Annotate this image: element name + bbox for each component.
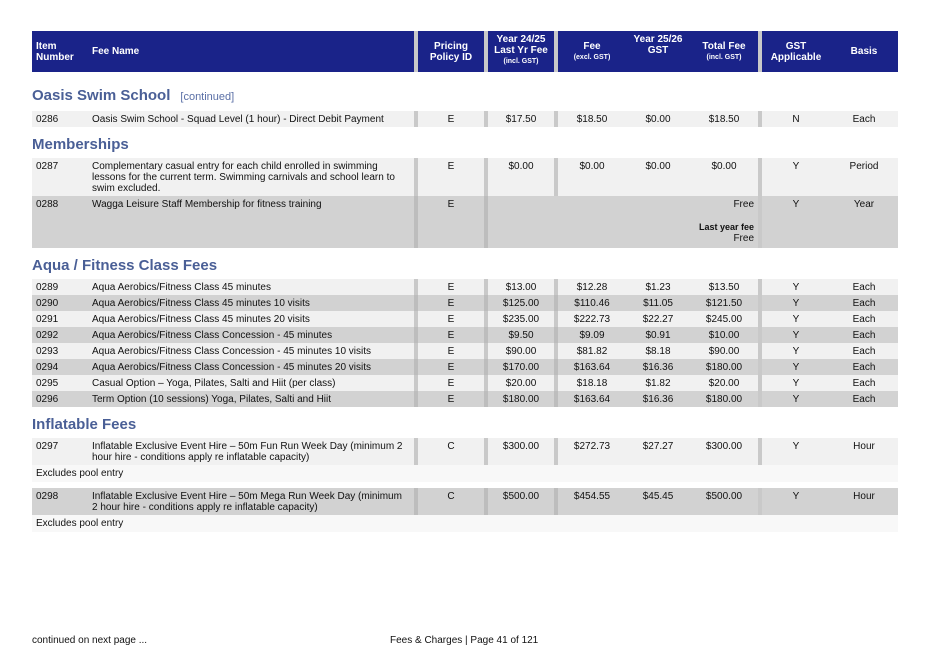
fee-name: Casual Option – Yoga, Pilates, Salti and Hiit (per class) [88, 375, 416, 391]
table-row-0288 [32, 196, 898, 248]
total-fee: $180.00 [690, 391, 760, 407]
basis: Period [830, 158, 898, 196]
gst-amount: $0.00 [626, 111, 690, 127]
header-last-yr-fee [486, 31, 556, 72]
footer-page-info: Fees & Charges | Page 41 of 121 [390, 635, 539, 646]
table-header [32, 31, 898, 72]
last-yr-fee: $17.50 [486, 111, 556, 127]
gst-amount: $16.36 [626, 359, 690, 375]
fee-name: Aqua Aerobics/Fitness Class 45 minutes 20 visits [88, 311, 416, 327]
fees-table [32, 31, 898, 532]
pricing-policy: E [416, 295, 486, 311]
gst-amount: $27.27 [626, 438, 690, 465]
pricing-policy: E [416, 359, 486, 375]
fee-excl-gst: $18.50 [556, 111, 626, 127]
gst-applicable: Y [760, 375, 830, 391]
gst-amount: $8.18 [626, 343, 690, 359]
total-fee: $245.00 [690, 311, 760, 327]
last-yr-fee: $180.00 [486, 391, 556, 407]
last-yr-fee: $235.00 [486, 311, 556, 327]
item-number: 0296 [32, 391, 88, 407]
fee-name: Aqua Aerobics/Fitness Class Concession - 45 minutes [88, 327, 416, 343]
last-yr-fee: $300.00 [486, 438, 556, 465]
header-total-fee [690, 31, 760, 72]
item-number: 0295 [32, 375, 88, 391]
fee-excl-gst: $12.28 [556, 279, 626, 295]
item-number: 0286 [32, 111, 88, 127]
item-number: 0297 [32, 438, 88, 465]
gst-amount: $22.27 [626, 311, 690, 327]
fee-excl-gst: $272.73 [556, 438, 626, 465]
table-row-0290 [32, 295, 898, 311]
header-pricing-policy: Pricing Policy ID [416, 31, 486, 72]
row-note: Excludes pool entry [32, 465, 898, 482]
gst-applicable: Y [760, 359, 830, 375]
table-row-0289 [32, 279, 898, 295]
gst-applicable: Y [760, 311, 830, 327]
table-row-0293 [32, 343, 898, 359]
table-row-note-0297 [32, 465, 898, 482]
basis: Each [830, 311, 898, 327]
fee-name: Inflatable Exclusive Event Hire – 50m Mega Run Week Day (minimum 2 hour hire - conditions apply re inflatable capacity) [88, 488, 416, 515]
fee-name: Complementary casual entry for each child enrolled in swimming lessons for the current term. Swimming carnivals and school learn to swim excluded. [88, 158, 416, 196]
total-fee: $180.00 [690, 359, 760, 375]
basis: Each [830, 391, 898, 407]
fee-name: Inflatable Exclusive Event Hire – 50m Fun Run Week Day (minimum 2 hour hire - conditions apply re inflatable capacity) [88, 438, 416, 465]
item-number: 0291 [32, 311, 88, 327]
total-fee: $500.00 [690, 488, 760, 515]
fee-name: Oasis Swim School - Squad Level (1 hour) - Direct Debit Payment [88, 111, 416, 127]
footer-continued: continued on next page ... [32, 635, 148, 646]
table-row-0286 [32, 111, 898, 127]
gst-applicable: Y [760, 343, 830, 359]
fee-excl-gst: $454.55 [556, 488, 626, 515]
gst-amount: $16.36 [626, 391, 690, 407]
gst-applicable: Y [760, 327, 830, 343]
fee-excl-gst: $163.64 [556, 359, 626, 375]
table-row-0298 [32, 488, 898, 515]
total-fee: $0.00 [690, 158, 760, 196]
fee-name: Aqua Aerobics/Fitness Class Concession - 45 minutes 10 visits [88, 343, 416, 359]
gst-applicable: Y [760, 438, 830, 465]
pricing-policy: E [416, 158, 486, 196]
fee-name: Term Option (10 sessions) Yoga, Pilates, Salti and Hiit [88, 391, 416, 407]
last-yr-fee: $9.50 [486, 327, 556, 343]
header-year-2526: Year 25/26 [633, 34, 683, 45]
basis: Year [830, 196, 898, 248]
header-gst-applicable: GST Applicable [760, 31, 830, 72]
item-number: 0288 [32, 196, 88, 248]
gst-applicable: Y [760, 488, 830, 515]
header-last-yr-incl: (incl. GST) [503, 58, 539, 65]
basis: Hour [830, 438, 898, 465]
fee-name: Wagga Leisure Staff Membership for fitness training [88, 196, 416, 248]
item-number: 0298 [32, 488, 88, 515]
fee-excl-gst: $0.00 [556, 158, 626, 196]
item-number: 0293 [32, 343, 88, 359]
table-row-0297 [32, 438, 898, 465]
basis: Each [830, 359, 898, 375]
table-row-0295 [32, 375, 898, 391]
item-number: 0290 [32, 295, 88, 311]
pricing-policy: E [416, 391, 486, 407]
table-row-0296 [32, 391, 898, 407]
item-number: 0287 [32, 158, 88, 196]
table-row-0292 [32, 327, 898, 343]
last-yr-fee: $90.00 [486, 343, 556, 359]
gst-amount: $1.23 [626, 279, 690, 295]
last-year-fee-label: Last year fee [698, 222, 754, 232]
item-number: 0292 [32, 327, 88, 343]
basis: Each [830, 111, 898, 127]
item-number: 0289 [32, 279, 88, 295]
section-oasis-label: Oasis Swim School [32, 87, 171, 104]
last-yr-fee: $170.00 [486, 359, 556, 375]
header-fee [556, 31, 626, 72]
header-fee-name: Fee Name [88, 31, 416, 72]
table-row-0291 [32, 311, 898, 327]
free-fee-cell [486, 196, 760, 248]
header-total-label: Total Fee [702, 41, 746, 52]
total-fee: Free [733, 199, 754, 210]
last-year-fee-value: Free [733, 233, 754, 244]
fee-name: Aqua Aerobics/Fitness Class 45 minutes [88, 279, 416, 295]
pricing-policy: C [416, 438, 486, 465]
last-yr-fee: $500.00 [486, 488, 556, 515]
gst-amount: $11.05 [626, 295, 690, 311]
gst-applicable: N [760, 111, 830, 127]
item-number: 0294 [32, 359, 88, 375]
fee-excl-gst: $110.46 [556, 295, 626, 311]
gst-applicable: Y [760, 196, 830, 248]
last-yr-fee: $125.00 [486, 295, 556, 311]
pricing-policy: E [416, 327, 486, 343]
last-yr-fee: $13.00 [486, 279, 556, 295]
pricing-policy: E [416, 279, 486, 295]
fees-table-page [32, 31, 898, 532]
total-fee: $300.00 [690, 438, 760, 465]
gst-amount: $45.45 [626, 488, 690, 515]
pricing-policy: E [416, 196, 486, 248]
total-fee: $13.50 [690, 279, 760, 295]
fee-excl-gst: $163.64 [556, 391, 626, 407]
header-fee-label: Fee [583, 41, 601, 52]
basis: Each [830, 327, 898, 343]
fee-excl-gst: $9.09 [556, 327, 626, 343]
gst-amount: $0.00 [626, 158, 690, 196]
section-oasis-continued: [continued] [180, 91, 235, 103]
basis: Hour [830, 488, 898, 515]
header-year-2425: Year 24/25 [496, 34, 546, 45]
pricing-policy: E [416, 111, 486, 127]
header-total-incl: (incl. GST) [706, 54, 742, 61]
table-row-0287 [32, 158, 898, 196]
section-title-inflatable: Inflatable Fees [32, 416, 137, 433]
total-fee: $20.00 [690, 375, 760, 391]
gst-amount: $1.82 [626, 375, 690, 391]
header-item-number: Item Number [32, 31, 88, 72]
last-yr-fee: $20.00 [486, 375, 556, 391]
table-row-note-0298 [32, 515, 898, 532]
total-fee: $121.50 [690, 295, 760, 311]
pricing-policy: C [416, 488, 486, 515]
gst-applicable: Y [760, 295, 830, 311]
gst-amount: $0.91 [626, 327, 690, 343]
table-row-0294 [32, 359, 898, 375]
fee-excl-gst: $81.82 [556, 343, 626, 359]
header-last-yr-label: Last Yr Fee [494, 45, 548, 56]
section-title-oasis [32, 87, 898, 111]
section-title-memberships: Memberships [32, 136, 129, 153]
basis: Each [830, 343, 898, 359]
pricing-policy: E [416, 311, 486, 327]
header-gst [626, 31, 690, 72]
header-gst-label: GST [647, 45, 669, 56]
fee-name: Aqua Aerobics/Fitness Class Concession - 45 minutes 20 visits [88, 359, 416, 375]
basis: Each [830, 375, 898, 391]
fee-name: Aqua Aerobics/Fitness Class 45 minutes 10 visits [88, 295, 416, 311]
section-title-aqua: Aqua / Fitness Class Fees [32, 257, 218, 274]
gst-applicable: Y [760, 391, 830, 407]
gst-applicable: Y [760, 158, 830, 196]
fee-excl-gst: $222.73 [556, 311, 626, 327]
pricing-policy: E [416, 343, 486, 359]
row-note: Excludes pool entry [32, 515, 898, 532]
pricing-policy: E [416, 375, 486, 391]
gst-applicable: Y [760, 279, 830, 295]
last-yr-fee: $0.00 [486, 158, 556, 196]
total-fee: $90.00 [690, 343, 760, 359]
basis: Each [830, 279, 898, 295]
total-fee: $18.50 [690, 111, 760, 127]
total-fee: $10.00 [690, 327, 760, 343]
header-fee-excl: (excl. GST) [573, 54, 611, 61]
fee-excl-gst: $18.18 [556, 375, 626, 391]
header-basis: Basis [830, 31, 898, 72]
basis: Each [830, 295, 898, 311]
